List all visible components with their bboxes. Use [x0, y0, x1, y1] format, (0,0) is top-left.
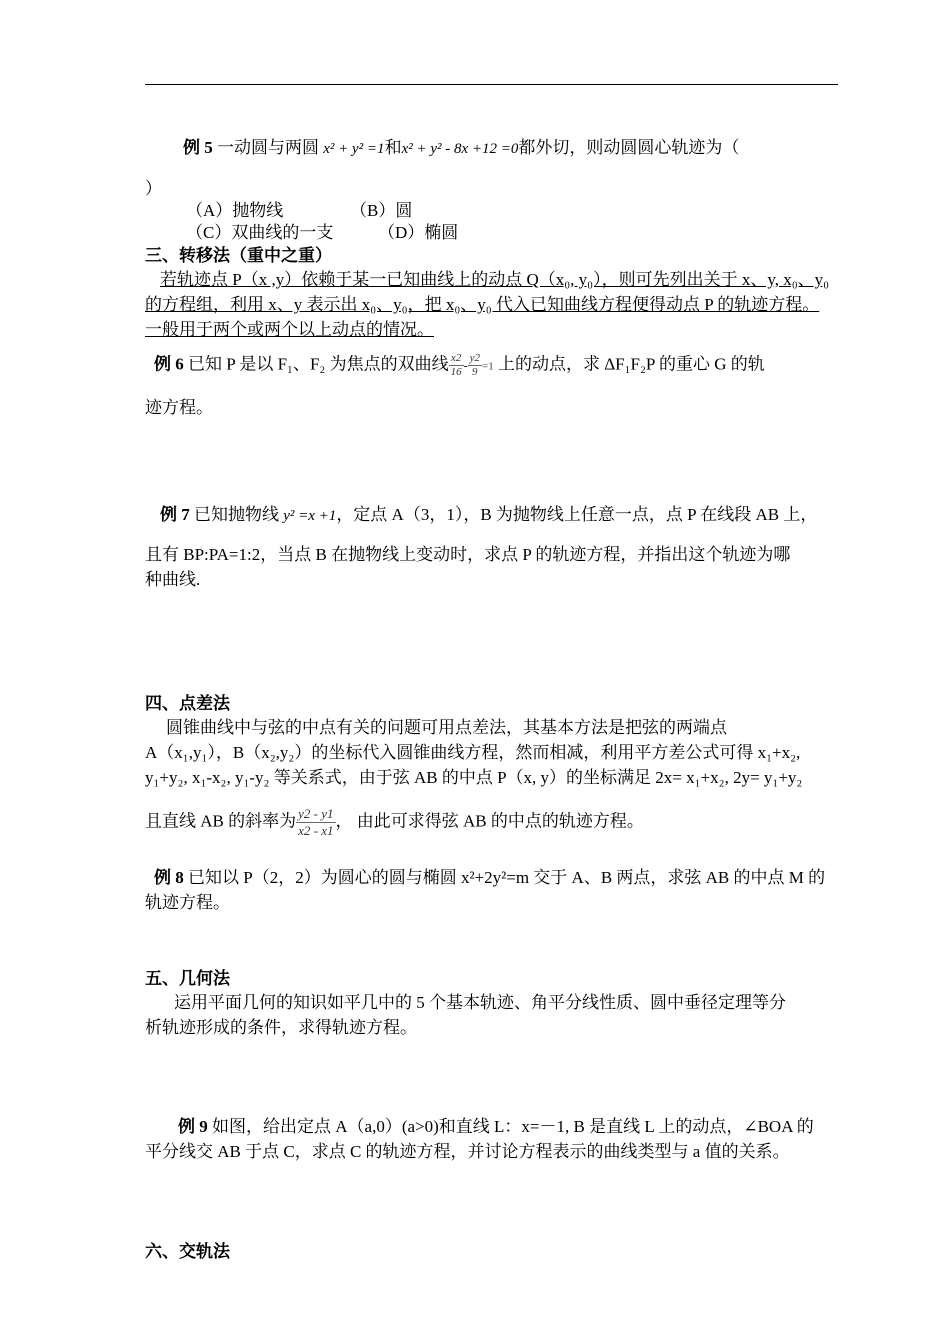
ex6-fraction-x: [449, 352, 464, 379]
example-6-label: 例 6: [154, 354, 184, 374]
header-rule: [145, 84, 838, 85]
ex5-text3: 都外切，则动圆圆心轨迹为（: [518, 138, 740, 157]
slope-fraction-num: y2 - y1: [298, 806, 334, 821]
ex7-text1: 已知抛物线: [189, 505, 284, 524]
slope-fraction: [296, 806, 335, 839]
example-7-line1: [160, 503, 880, 528]
section-4-para-line3: y₁+y₂, x₁-x₂, y₁-y₂ 等关系式，由于弦 AB 的中点 P（x, y）的坐标满足 2x= x₁+x₂, 2y= y₁+y₂: [145, 768, 803, 787]
ex7-text4: 种曲线.: [145, 570, 201, 589]
ex8-text2: 轨迹方程。: [145, 893, 230, 912]
ex5-text1: 一动圆与两圆: [212, 138, 324, 157]
ex7-text3: 且有 BP:PA=1:2，当点 B 在抛物线上变动时，求点 P 的轨迹方程，并指出这个轨迹为哪: [145, 545, 791, 564]
ex9-text2: 平分线交 AB 于点 C，求点 C 的轨迹方程，并讨论方程表示的曲线类型与 a 值的关系。: [145, 1142, 790, 1161]
ex6-fraction-y-num: y2: [469, 352, 480, 364]
ex7-equation: y² =x +1: [283, 508, 337, 524]
section-4-para-line4: [145, 806, 865, 839]
ex6-fraction-x-den: 16: [450, 366, 462, 378]
ex6-fraction-x-num: x2: [449, 352, 464, 366]
section-3-para-line3: 一般用于两个或两个以上动点的情况。: [145, 320, 434, 339]
ex5-option-b: （B）圆: [350, 201, 413, 220]
section-5-para-line1: 运用平面几何的知识如平几中的 5 个基本轨迹、角平分线性质、圆中垂径定理等分: [174, 993, 786, 1012]
section-4-para-line1: 圆锥曲线中与弦的中点有关的问题可用点差法，其基本方法是把弦的两端点: [166, 718, 727, 737]
example-8-label: 例 8: [154, 868, 184, 887]
ex5-equation2: x² + y² - 8x +12 =0: [401, 141, 519, 157]
ex7-text2: ，定点 A（3，1），B 为抛物线上任意一点，点 P 在线段 AB 上，: [336, 505, 818, 524]
example-9-label: 例 9: [178, 1117, 208, 1136]
example-6-line1: [154, 352, 874, 379]
section-5-title: 五、几何法: [145, 969, 230, 988]
ex5-options-row1: [186, 199, 906, 222]
ex8-text1: 已知以 P（2，2）为圆心的圆与椭圆 x²+2y²=m 交于 A、B 两点，求弦 AB 的中点 M 的: [183, 868, 826, 887]
example-8-line1: [154, 866, 874, 889]
section-3-title: 三、转移法（重中之重）: [145, 246, 332, 265]
ex6-equals: =1: [481, 360, 494, 373]
ex6-fraction-y-den: 9: [472, 366, 478, 378]
ex5-text2: 和: [384, 138, 402, 157]
ex5-option-a: （A）抛物线: [186, 201, 284, 220]
ex5-equation1: x² + y² =1: [323, 141, 385, 157]
ex6-text2: 上的动点，求 ΔF₁F₂P 的重心 G 的轨: [493, 354, 765, 374]
example-9-line1: [178, 1115, 898, 1138]
ex5-close-paren: ）: [145, 179, 162, 198]
section-4-title: 四、点差法: [145, 694, 230, 713]
section-5-para-line2: 析轨迹形成的条件，求得轨迹方程。: [145, 1018, 417, 1037]
section-4-text-a: 且直线 AB 的斜率为: [145, 811, 297, 831]
section-4-text-b: ， 由此可求得弦 AB 的中点的轨迹方程。: [335, 811, 644, 831]
ex6-text3: 迹方程。: [145, 398, 213, 417]
ex9-text1: 如图，给出定点 A（a,0）(a>0)和直线 L：x=－1, B 是直线 L 上的动点，∠BOA 的: [207, 1117, 814, 1136]
ex6-minus: -: [463, 358, 468, 373]
ex6-fraction-y: [468, 352, 482, 379]
ex5-options-row2: [186, 221, 906, 244]
ex5-option-d: （D）椭圆: [378, 223, 459, 242]
slope-fraction-den: x2 - x1: [298, 823, 334, 838]
example-5-label: 例 5: [183, 138, 213, 157]
example-7-label: 例 7: [160, 505, 190, 524]
ex5-option-c: （C）双曲线的一支: [186, 223, 334, 242]
section-6-title: 六、交轨法: [145, 1242, 230, 1261]
section-3-para-line2: 的方程组，利用 x、y 表示出 x₀、y₀，把 x₀、y₀ 代入已知曲线方程便得动点 P 的轨迹方程。: [145, 295, 820, 314]
section-3-para-line1: 若轨迹点 P（x ,y）依赖于某一已知曲线上的动点 Q（x₀, y₀），则可先列出关于 x、y, x₀、y₀: [160, 270, 830, 289]
ex6-text1: 已知 P 是以 F₁、F₂ 为焦点的双曲线: [183, 354, 449, 374]
section-4-para-line2: A（x₁,y₁），B（x₂,y₂）的坐标代入圆锥曲线方程，然而相减，利用平方差公式可得 x₁+x₂,: [145, 743, 801, 762]
example-5-line1: [183, 136, 903, 161]
